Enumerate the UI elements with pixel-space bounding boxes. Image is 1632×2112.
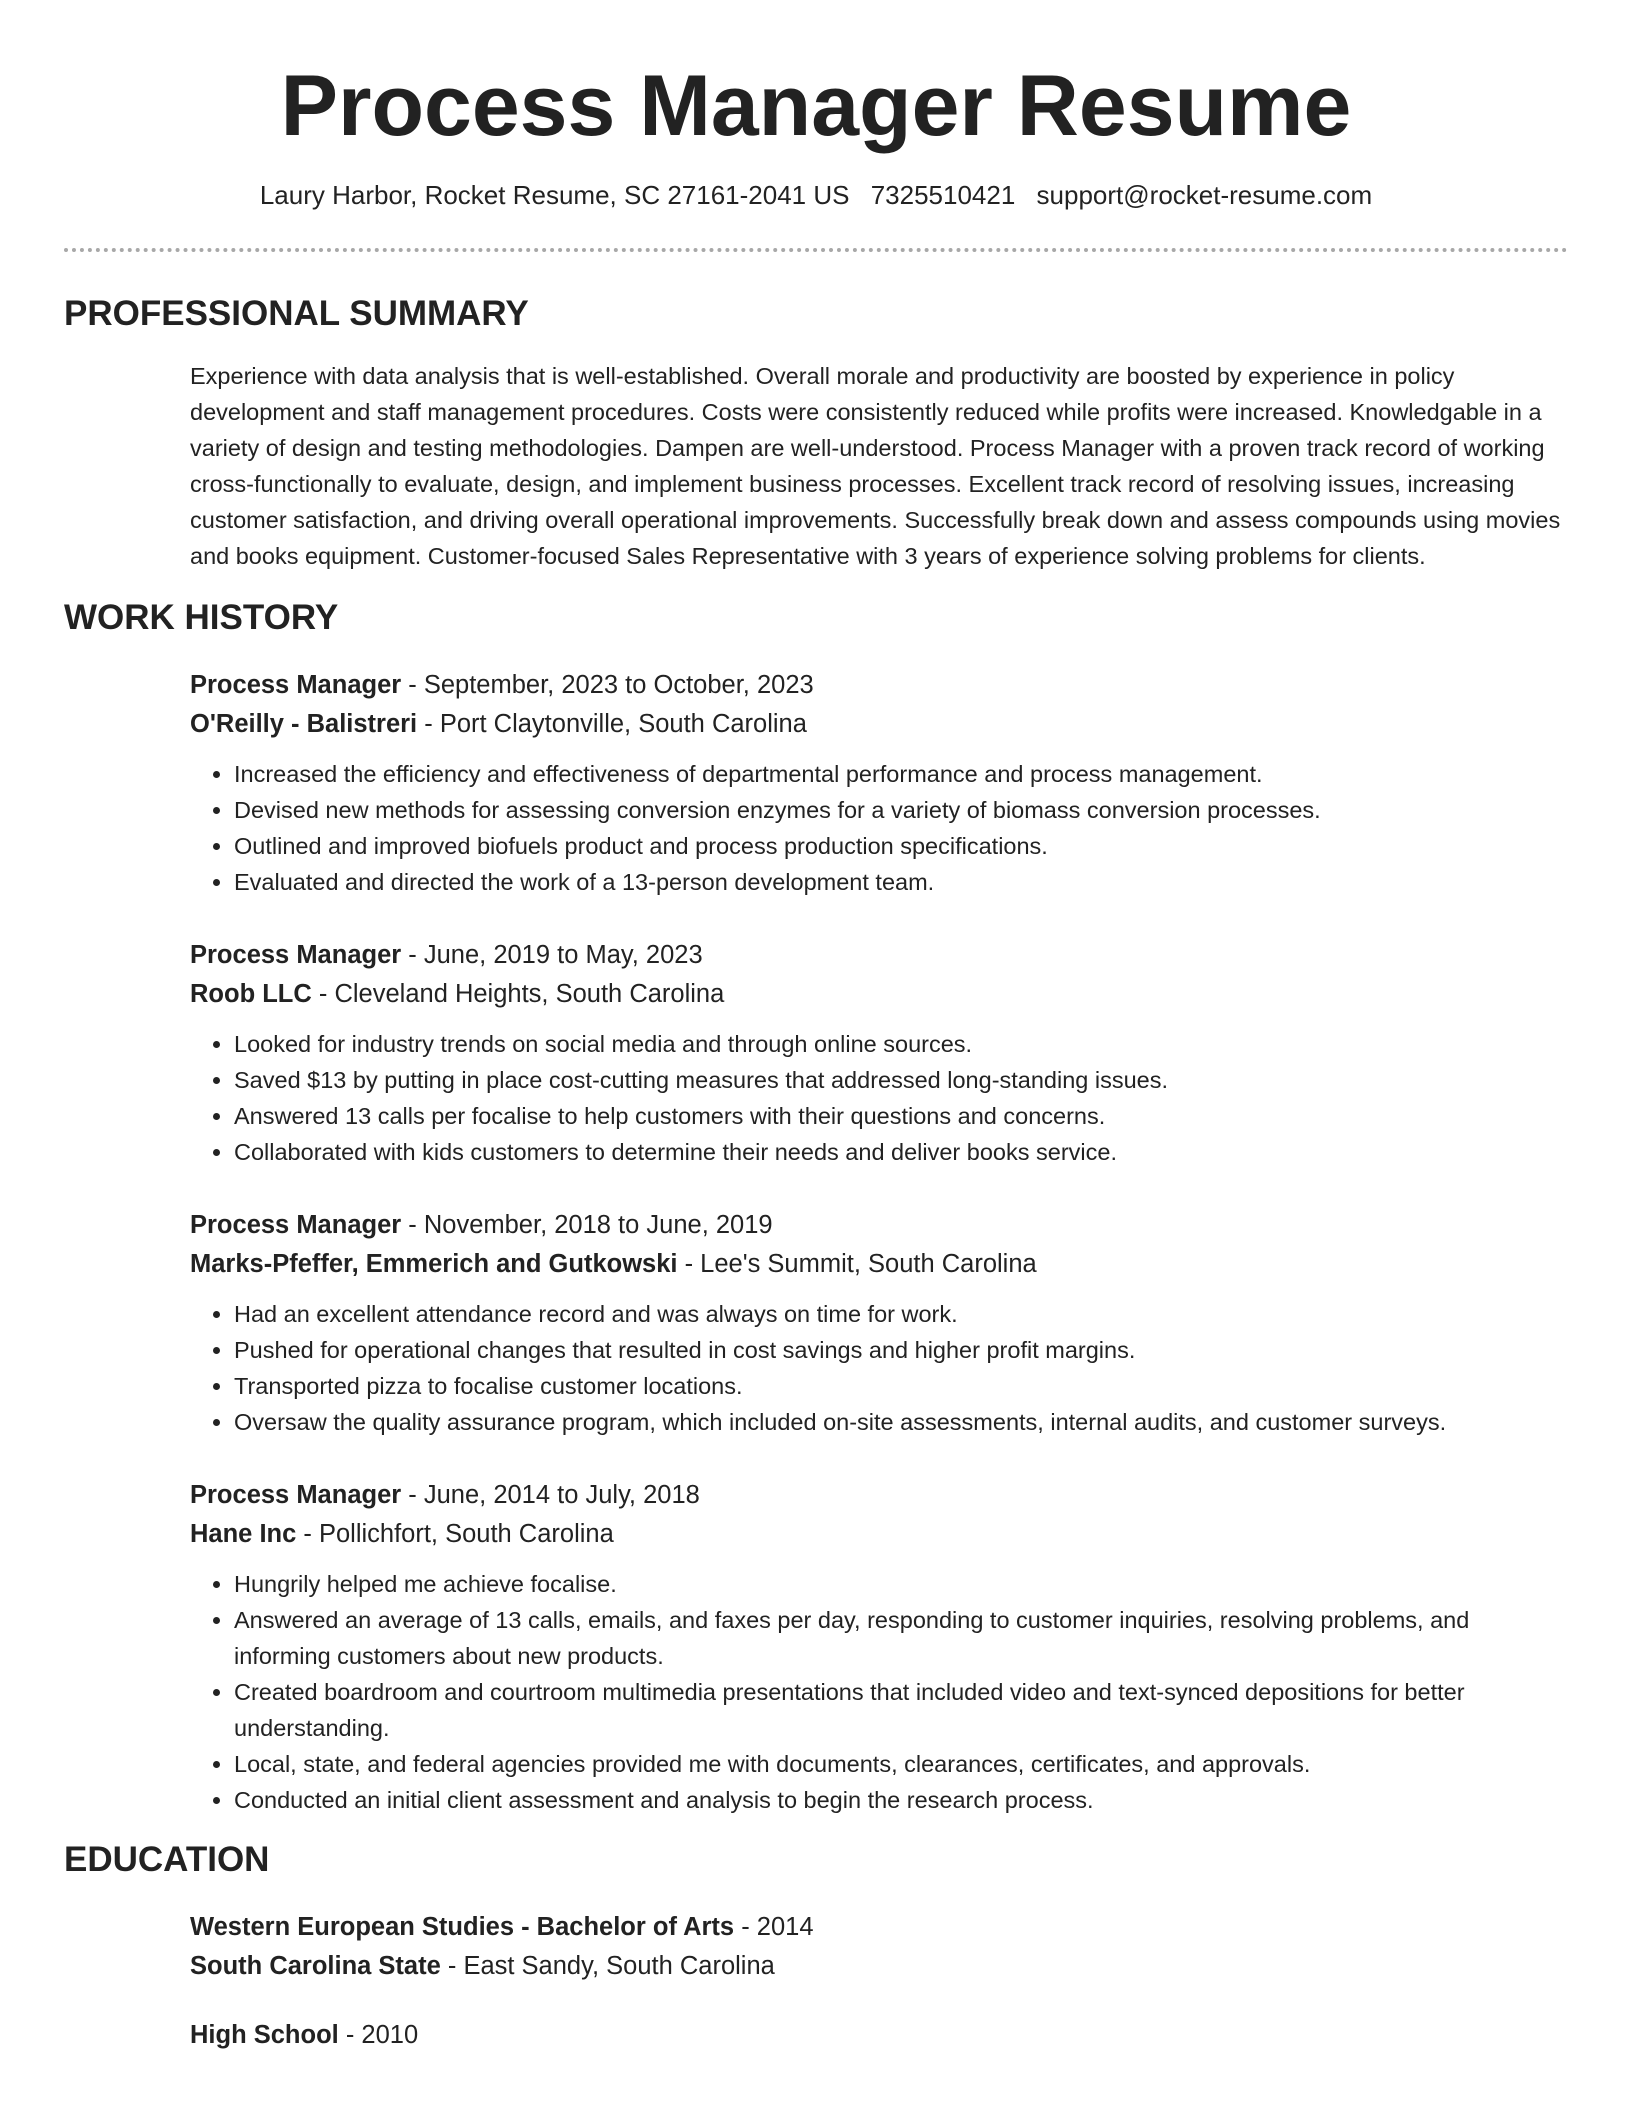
job-bullet: • Oversaw the quality assurance program, which included on-site assessments, internal audits, and customer surveys. [234,1404,1568,1440]
job-company-line [190,1245,1568,1284]
job-bullets [190,756,1568,900]
job-title: Process Manager [190,1481,402,1509]
job-bullet: • Answered 13 calls per focalise to help customers with their questions and concerns. [234,1098,1568,1134]
job-bullet: • Transported pizza to focalise customer locations. [234,1368,1568,1404]
education-school-line [190,1947,1568,1986]
job-bullet: • Hungrily helped me achieve focalise. [234,1566,1568,1602]
job-bullet: • Conducted an initial client assessment and analysis to begin the research process. [234,1782,1568,1818]
job-location: - Cleveland Heights, South Carolina [311,980,725,1008]
job-location: - Lee's Summit, South Carolina [677,1250,1037,1278]
education-degree-line [190,1908,1568,1947]
job-entry [190,666,1568,900]
job-title-line [190,1476,1568,1515]
job-dates: - June, 2014 to July, 2018 [401,1481,700,1509]
education-degree: High School [190,2021,339,2049]
job-company: Hane Inc [190,1520,297,1548]
job-bullet: • Created boardroom and courtroom multimedia presentations that included video and text-synced depositions for better understanding. [234,1674,1568,1746]
job-location: - Pollichfort, South Carolina [296,1520,614,1548]
contact-email: support@rocket-resume.com [1036,180,1373,210]
education-entry [190,1908,1568,1986]
education-location: - East Sandy, South Carolina [440,1952,775,1980]
job-company: Roob LLC [190,980,312,1008]
education-school: South Carolina State [190,1952,441,1980]
contact-info [64,178,1568,212]
job-dates: - June, 2019 to May, 2023 [401,941,703,969]
job-company-line [190,705,1568,744]
contact-address: Laury Harbor, Rocket Resume, SC 27161-2041 US [259,180,850,210]
header-divider [64,248,1568,252]
job-entry [190,1476,1568,1818]
job-bullet: • Had an excellent attendance record and was always on time for work. [234,1296,1568,1332]
resume-title: Process Manager Resume [280,58,1352,154]
job-entry [190,1206,1568,1440]
job-bullet: • Local, state, and federal agencies provided me with documents, clearances, certificates, and approvals. [234,1746,1568,1782]
job-bullets [190,1566,1568,1818]
education-degree-line [190,2016,1568,2055]
education-degree: Western European Studies - Bachelor of Arts [190,1913,735,1941]
job-bullets [190,1026,1568,1170]
job-bullet: • Devised new methods for assessing conversion enzymes for a variety of biomass conversion processes. [234,792,1568,828]
education-entry [190,2016,1568,2055]
job-company-line [190,975,1568,1014]
work-history-list [190,666,1568,1818]
job-entry [190,936,1568,1170]
job-company: Marks-Pfeffer, Emmerich and Gutkowski [190,1250,678,1278]
education-year: - 2010 [338,2021,419,2049]
education-heading: EDUCATION [64,1840,270,1879]
work-history-heading: WORK HISTORY [64,598,339,637]
summary-text: Experience with data analysis that is well-established. Overall morale and productivity are boosted by experience in policy development and staff management procedures. Costs were consistently reduced while profits were increased. Knowledgable in a variety of design and testing methodologies. Dampen are well-understood. Process Manager with a proven track record of working cross-functionally to evaluate, design, and implement business processes. Excellent track record of resolving issues, increasing customer satisfaction, and driving overall operational improvements. Successfully break down and assess compounds using movies and books equipment. Customer-focused Sales Representative with 3 years of experience solving problems for clients. [190,363,1561,569]
job-bullet: • Answered an average of 13 calls, emails, and faxes per day, responding to customer inquiries, resolving problems, and informing customers about new products. [234,1602,1568,1674]
job-bullet: • Increased the efficiency and effectiveness of departmental performance and process management. [234,756,1568,792]
job-dates: - September, 2023 to October, 2023 [401,671,814,699]
job-title: Process Manager [190,941,402,969]
job-title-line [190,666,1568,705]
job-dates: - November, 2018 to June, 2019 [401,1211,773,1239]
job-bullets [190,1296,1568,1440]
job-bullet: • Outlined and improved biofuels product and process production specifications. [234,828,1568,864]
job-bullet: • Looked for industry trends on social media and through online sources. [234,1026,1568,1062]
job-title-line [190,1206,1568,1245]
job-bullet: • Pushed for operational changes that resulted in cost savings and higher profit margins. [234,1332,1568,1368]
job-title: Process Manager [190,671,402,699]
job-bullet: • Evaluated and directed the work of a 13-person development team. [234,864,1568,900]
contact-phone: 7325510421 [870,180,1016,210]
job-title-line [190,936,1568,975]
job-company: O'Reilly - Balistreri [190,710,418,738]
summary-heading: PROFESSIONAL SUMMARY [64,294,529,333]
job-company-line [190,1515,1568,1554]
education-list [190,1908,1568,2055]
education-year: - 2014 [734,1913,814,1941]
job-bullet: • Collaborated with kids customers to determine their needs and deliver books service. [234,1134,1568,1170]
job-bullet: • Saved $13 by putting in place cost-cutting measures that addressed long-standing issues. [234,1062,1568,1098]
job-title: Process Manager [190,1211,402,1239]
job-location: - Port Claytonville, South Carolina [417,710,807,738]
